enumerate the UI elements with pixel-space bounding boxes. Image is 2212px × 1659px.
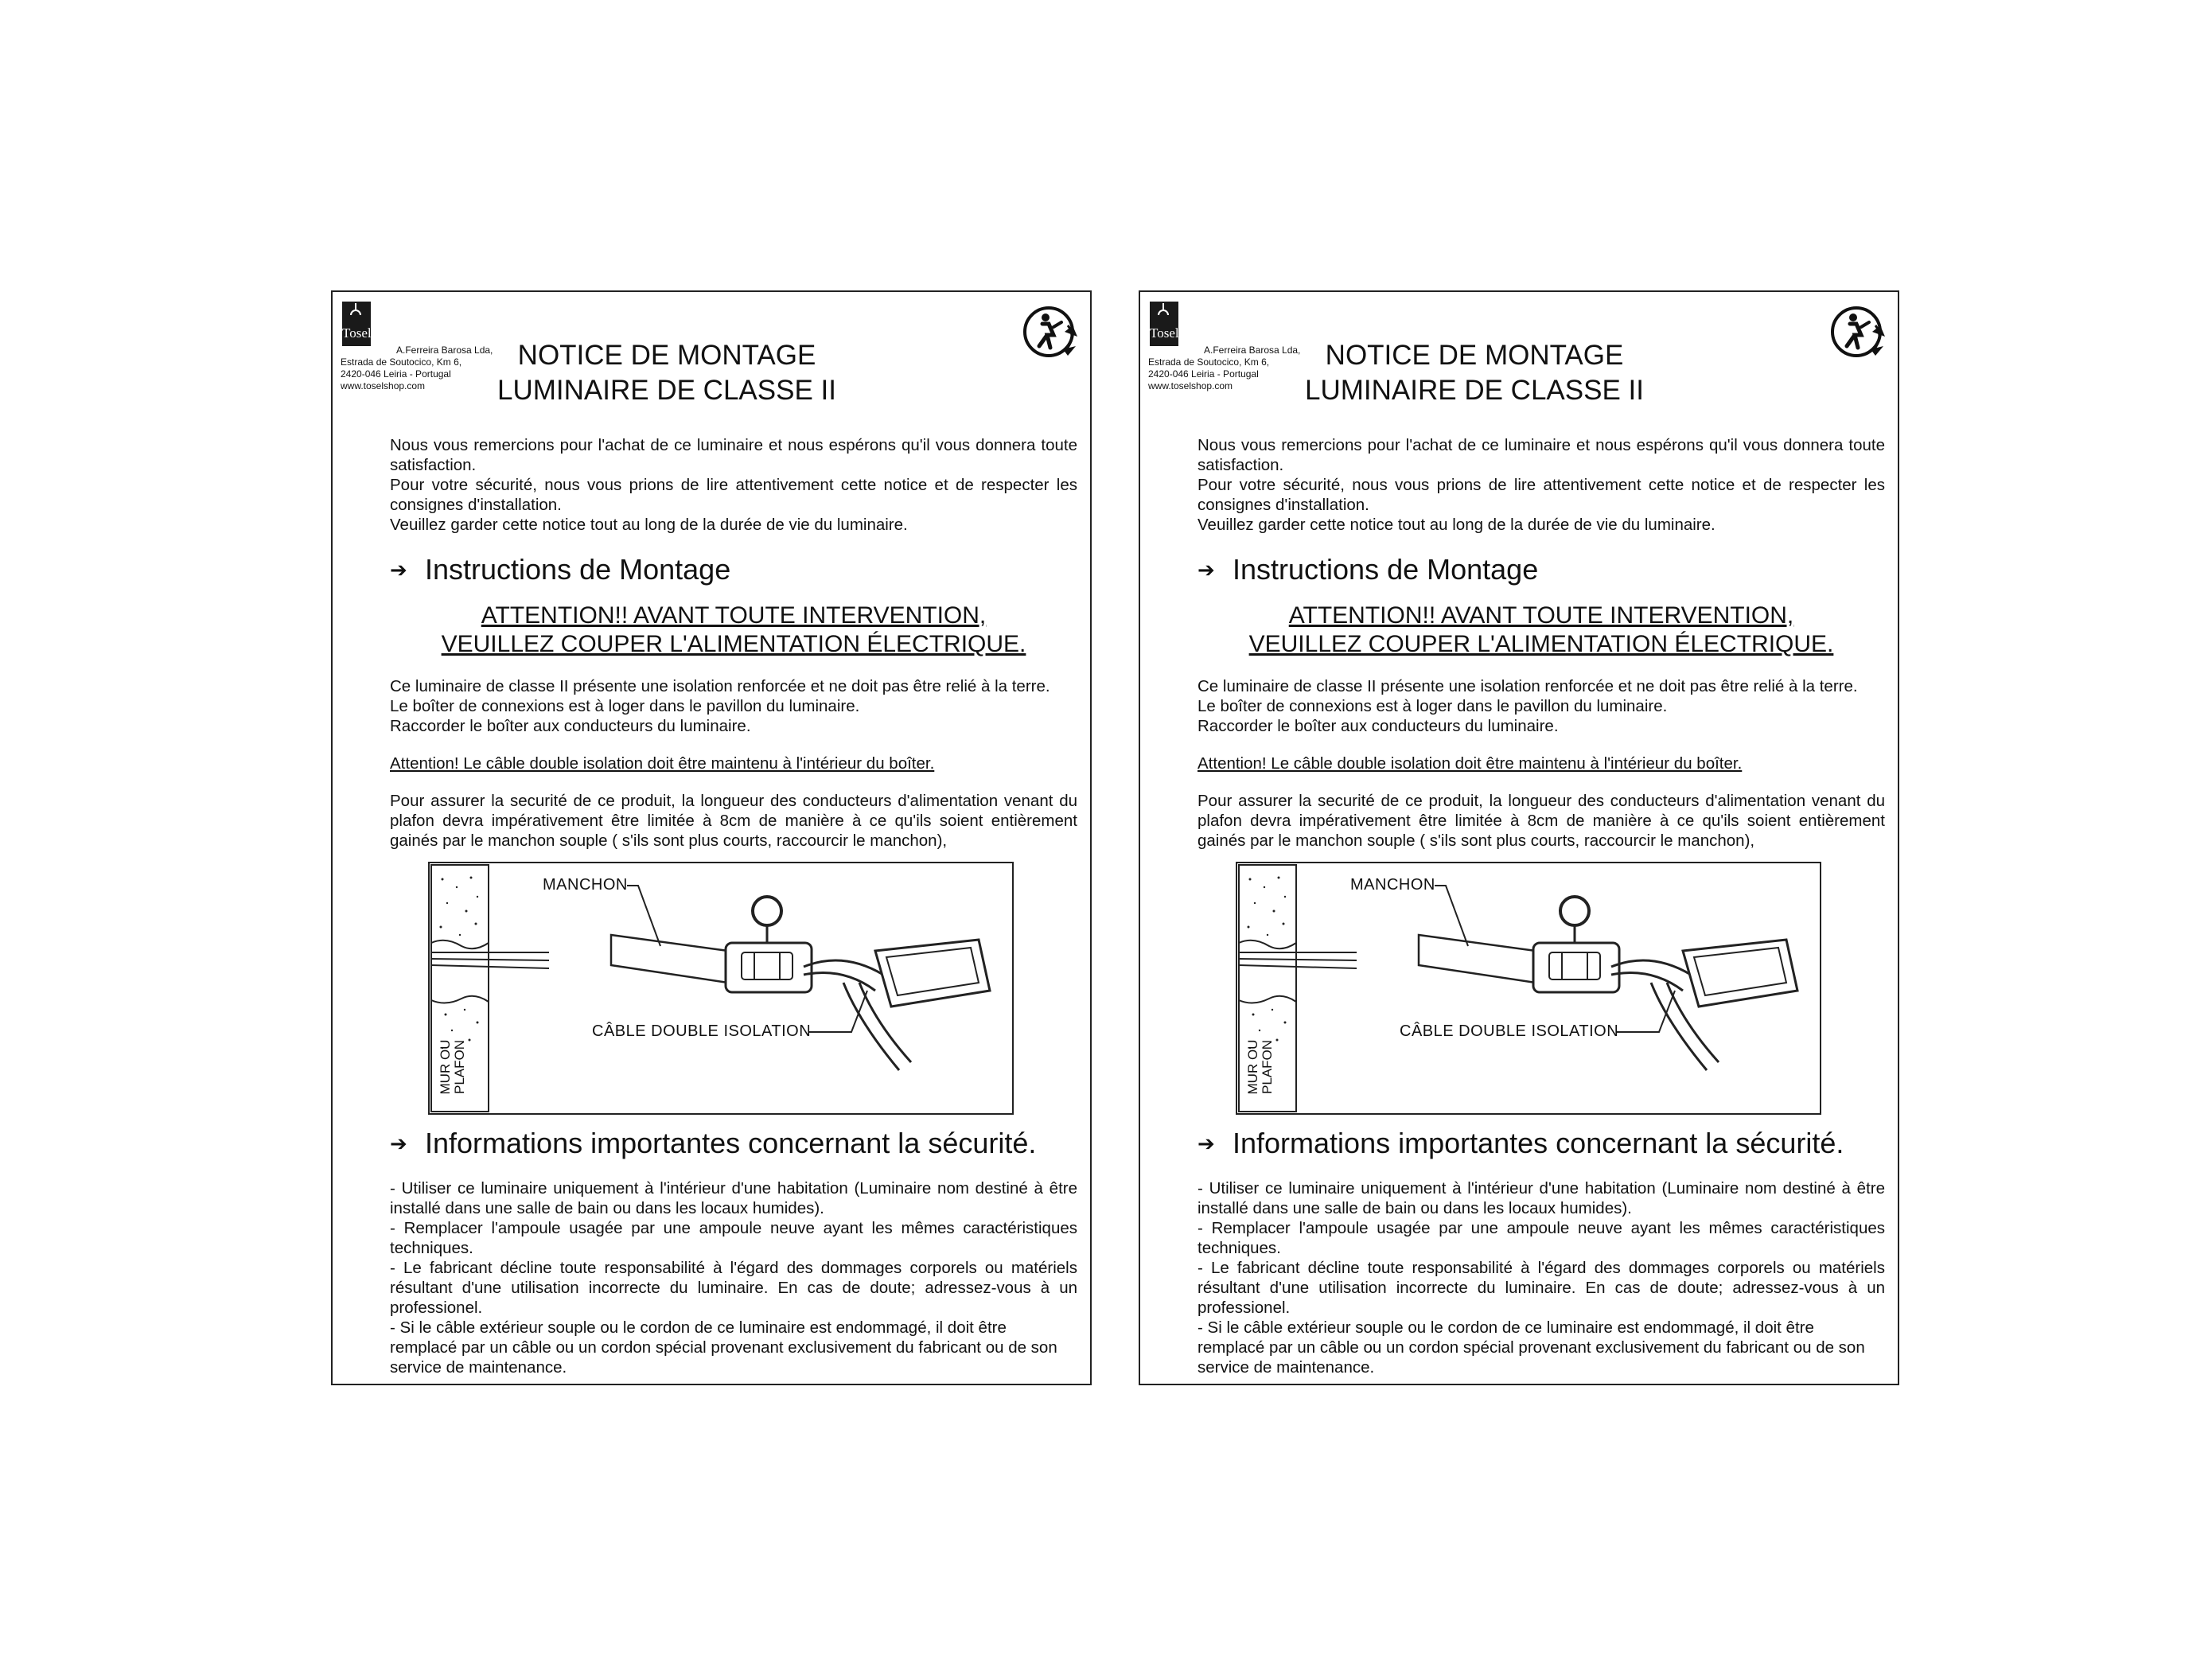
wiring-diagram <box>428 862 1014 1115</box>
label-cable: CÂBLE DOUBLE ISOLATION <box>592 1022 812 1040</box>
recycling-icon <box>1018 300 1082 364</box>
label-wall-text: MUR OU PLAFON <box>1245 1039 1275 1095</box>
lamp-icon <box>350 310 361 315</box>
company-name: A.Ferreira Barosa Lda, <box>1204 345 1301 356</box>
tosel-logo <box>342 302 371 346</box>
wiring-diagram <box>1236 862 1821 1115</box>
intro-paragraph-3: Veuillez garder cette notice tout au long de la durée de vie du luminaire. <box>1198 516 1715 534</box>
logo-text: Tosel <box>1150 325 1179 341</box>
arrow-right-icon: ➔ <box>1198 558 1215 582</box>
company-address-line1: Estrada de Soutocico, Km 6, <box>1148 356 1270 368</box>
safety-bullet-1: - Utiliser ce luminaire uniquement à l'intérieur d'une habitation (Luminaire nom destiné à être installé dans une salle de bain ou dans les locaux humides). <box>390 1179 1077 1217</box>
title-line2: LUMINAIRE DE CLASSE II <box>1305 375 1644 406</box>
classe-line1: Ce luminaire de classe II présente une isolation renforcée et ne doit pas être relié à la terre. <box>1198 677 1858 695</box>
safety-bullet-3: - Le fabricant décline toute responsabilité à l'égard des dommages corporels ou matériels résultant d'une utilisation incorrecte du luminaire. En cas de doute; adressez-vous à un professionel. <box>1198 1259 1885 1317</box>
logo-text: Tosel <box>342 325 372 341</box>
section-title: Informations importantes concernant la sécurité. <box>1233 1127 1844 1159</box>
wiring-illustration <box>1237 863 1820 1113</box>
attention-warning <box>390 602 1077 659</box>
intro-paragraph-3: Veuillez garder cette notice tout au long de la durée de vie du luminaire. <box>390 516 908 534</box>
attention-line1: ATTENTION!! AVANT TOUTE INTERVENTION, <box>481 602 987 629</box>
attention-line2: VEUILLEZ COUPER L'ALIMENTATION ÉLECTRIQUE. <box>1248 631 1834 657</box>
label-wall-text: MUR OU PLAFON <box>438 1039 467 1095</box>
classe-line3: Raccorder le boîter aux conducteurs du luminaire. <box>1198 717 1559 735</box>
attention-line1: ATTENTION!! AVANT TOUTE INTERVENTION, <box>1288 602 1794 629</box>
notice-page-right <box>1139 290 1899 1385</box>
securite-paragraph: Pour assurer la securité de ce produit, la longueur des conducteurs d'alimentation venant du plafon devra impérativement être limitée à 8cm de manière à ce qu'ils soient entièrement gainés par le manchon souple ( s'ils sont plus courts, raccourcir le manchon), <box>1198 792 1885 850</box>
company-address-line2: 2420-046 Leiria - Portugal <box>341 368 451 380</box>
notice-content <box>390 435 1077 1377</box>
page-title <box>1299 338 1649 408</box>
intro-paragraph-2: Pour votre sécurité, nous vous prions de lire attentivement cette notice et de respecter les consignes d'installation. <box>1198 476 1885 514</box>
section-heading-securite <box>390 1126 1077 1161</box>
section-heading-securite <box>1198 1126 1885 1161</box>
safety-bullet-2: - Remplacer l'ampoule usagée par une ampoule neuve ayant les mêmes caractéristiques techniques. <box>1198 1219 1885 1257</box>
recycling-icon <box>1826 300 1890 364</box>
arrow-right-icon: ➔ <box>1198 1131 1215 1155</box>
label-cable: CÂBLE DOUBLE ISOLATION <box>1400 1022 1619 1040</box>
classe-line1: Ce luminaire de classe II présente une isolation renforcée et ne doit pas être relié à la terre. <box>390 677 1050 695</box>
label-wall <box>1244 1019 1275 1107</box>
company-address-line2: 2420-046 Leiria - Portugal <box>1148 368 1259 380</box>
label-wall <box>436 1019 468 1107</box>
safety-bullet-1: - Utiliser ce luminaire uniquement à l'intérieur d'une habitation (Luminaire nom destiné à être installé dans une salle de bain ou dans les locaux humides). <box>1198 1179 1885 1217</box>
title-line1: NOTICE DE MONTAGE <box>517 340 816 371</box>
section-heading-montage <box>1198 552 1885 587</box>
tosel-logo <box>1150 302 1178 346</box>
attention-warning <box>1198 602 1885 659</box>
lamp-icon <box>1158 310 1169 315</box>
attention-line2: VEUILLEZ COUPER L'ALIMENTATION ÉLECTRIQUE. <box>441 631 1026 657</box>
section-title: Informations importantes concernant la sécurité. <box>425 1127 1037 1159</box>
section-title: Instructions de Montage <box>1233 553 1539 586</box>
section-heading-montage <box>390 552 1077 587</box>
safety-bullet-3: - Le fabricant décline toute responsabilité à l'égard des dommages corporels ou matériels résultant d'une utilisation incorrecte du luminaire. En cas de doute; adressez-vous à un professionel. <box>390 1259 1077 1317</box>
classe-line2: Le boîter de connexions est à loger dans le pavillon du luminaire. <box>390 697 860 715</box>
title-line2: LUMINAIRE DE CLASSE II <box>497 375 836 406</box>
intro-paragraph-1: Nous vous remercions pour l'achat de ce luminaire et nous espérons qu'il vous donnera toute satisfaction. <box>390 436 1077 474</box>
company-website: www.toselshop.com <box>341 380 426 391</box>
safety-bullet-4: - Si le câble extérieur souple ou le cordon de ce luminaire est endommagé, il doit être remplacé par un câble ou un cordon spécial provenant exclusivement du fabricant ou de son service de maintenance. <box>390 1318 1057 1377</box>
cable-warning: Attention! Le câble double isolation doit être maintenu à l'intérieur du boîter. <box>390 754 935 773</box>
wiring-illustration <box>430 863 1012 1113</box>
safety-bullet-2: - Remplacer l'ampoule usagée par une ampoule neuve ayant les mêmes caractéristiques techniques. <box>390 1219 1077 1257</box>
page-title <box>492 338 842 408</box>
company-address-line1: Estrada de Soutocico, Km 6, <box>341 356 462 368</box>
intro-paragraph-2: Pour votre sécurité, nous vous prions de lire attentivement cette notice et de respecter les consignes d'installation. <box>390 476 1077 514</box>
company-website: www.toselshop.com <box>1148 380 1233 391</box>
title-line1: NOTICE DE MONTAGE <box>1325 340 1624 371</box>
securite-paragraph: Pour assurer la securité de ce produit, la longueur des conducteurs d'alimentation venant du plafon devra impérativement être limitée à 8cm de manière à ce qu'ils soient entièrement gainés par le manchon souple ( s'ils sont plus courts, raccourcir le manchon), <box>390 792 1077 850</box>
notice-content <box>1198 435 1885 1377</box>
label-manchon: MANCHON <box>543 876 628 894</box>
intro-paragraph-1: Nous vous remercions pour l'achat de ce luminaire et nous espérons qu'il vous donnera toute satisfaction. <box>1198 436 1885 474</box>
notice-page-left <box>331 290 1092 1385</box>
section-title: Instructions de Montage <box>425 553 731 586</box>
classe-line2: Le boîter de connexions est à loger dans le pavillon du luminaire. <box>1198 697 1668 715</box>
classe-line3: Raccorder le boîter aux conducteurs du luminaire. <box>390 717 751 735</box>
arrow-right-icon: ➔ <box>390 558 407 582</box>
cable-warning: Attention! Le câble double isolation doit être maintenu à l'intérieur du boîter. <box>1198 754 1743 773</box>
company-name: A.Ferreira Barosa Lda, <box>396 345 493 356</box>
safety-bullet-4: - Si le câble extérieur souple ou le cordon de ce luminaire est endommagé, il doit être remplacé par un câble ou un cordon spécial provenant exclusivement du fabricant ou de son service de maintenance. <box>1198 1318 1865 1377</box>
arrow-right-icon: ➔ <box>390 1131 407 1155</box>
label-manchon: MANCHON <box>1350 876 1435 894</box>
